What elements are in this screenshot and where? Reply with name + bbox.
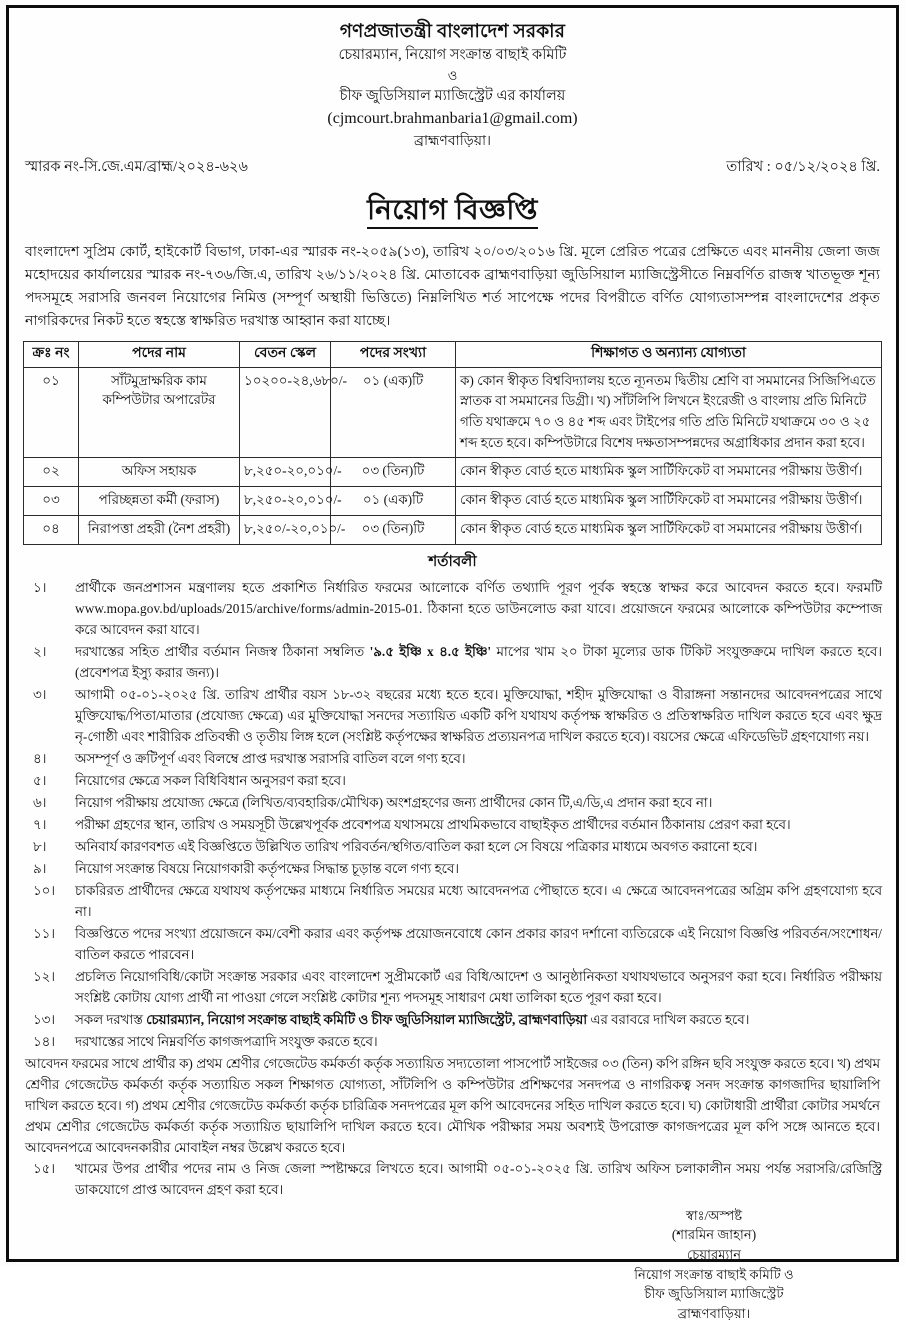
cell-post-name: নিরাপত্তা প্রহরী (নৈশ প্রহরী) [79,515,240,544]
conditions-list [23,577,882,1052]
page-title [23,188,882,235]
office-line: চীফ জুডিসিয়াল ম্যাজিস্ট্রেট এর কার্যালয় [339,87,566,104]
condition-text: অনিবার্য কারণবশত এই বিজ্ঞপ্তিতে উল্লিখিত তারিখ পরিবর্তন/স্থগিত/বাতিল করা হলে সে বিষয়ে পত্রিকার মাধ্যমে অবগত করানো হবে। [75,838,758,854]
cell-sl: ০১ [24,367,79,457]
condition-number: ৩। [33,686,47,702]
envelope-size: '৯.৫ ইঞ্চি x ৪.৫ ইঞ্চি' [369,643,492,659]
header-qualification: শিক্ষাগত ও অন্যান্য যোগ্যতা [456,342,882,367]
cell-sl: ০৪ [24,515,79,544]
condition-text: নিয়োগ পরীক্ষায় প্রযোজ্য ক্ষেত্রে (লিখিত/ব্যবহারিক/মৌখিক) অংশগ্রহণের জন্য প্রার্থীদের কোন টি,এ/ডি,এ প্রদান করা হবে না। [75,794,713,810]
submission-authority: চেয়ারম্যান, নিয়োগ সংক্রান্ত বাছাই কমিটি ও চীফ জুডিসিয়াল ম্যাজিস্ট্রেট, ব্রাহ্মণবাড়িয়া [146,1011,588,1027]
conditions-title: শর্তাবলী [428,553,477,570]
table-row [24,367,882,457]
office-email: (cjmcourt.brahmanbaria1@gmail.com) [327,110,578,128]
condition-text-after: এর বরাবরে দাখিল করতে হবে। [587,1011,750,1027]
condition-text-before: সকল দরখাস্ত [75,1011,147,1027]
cell-pay-scale: ১০২০০-২৪,৬৮০/- [240,367,331,457]
condition-text: নিয়োগের ক্ষেত্রে সকল বিধিবিধান অনুসরণ করা হবে। [75,772,346,788]
application-form-url: www.mopa.gov.bd/uploads/2015/archive/forms/admin-2015-01 [75,600,419,616]
memo-date: তারিখ : ০৫/১২/২০২৪ খ্রি. [726,159,880,176]
header-sl: ক্রঃ নং [24,342,79,367]
page-title-text: নিয়োগ বিজ্ঞপ্তি [367,195,538,229]
cell-sl: ০৩ [24,486,79,515]
condition-item [23,880,882,922]
signatory-office-line-3: ব্রাহ্মণবাড়িয়া। [677,1306,751,1322]
signatory-name: (শারমিন জাহান) [671,1227,757,1243]
cell-sl: ০২ [24,457,79,486]
condition-text-before: দরখাস্তের সহিত প্রার্থীর বর্তমান নিজস্ব ঠিকানা সম্বলিত [75,643,370,659]
condition-text-after: . ঠিকানা হতে ডাউনলোড করা যাবে। প্রয়োজনে ফরমের আলোকে কম্পিউটার কম্পোজ করে আবেদন করা যাবে। [75,600,882,637]
cell-pay-scale: ৮,২৫০-২০,০১০/- [240,457,331,486]
condition-number: ৮। [33,838,47,854]
condition-item [23,1158,882,1200]
condition-number: ২। [33,643,47,659]
condition-text: খামের উপর প্রার্থীর পদের নাম ও নিজ জেলা স্পষ্টাক্ষরে লিখতে হবে। আগামী ০৫-০১-২০২৫ খ্রি. তারিখ অফিস চলাকালীন সময় পর্যন্ত সরাসরি/রেজিস্ট্রি ডাকযোগে প্রাপ্ত আবেদন গ্রহণ করা হবে। [75,1160,882,1197]
committee-line: চেয়ারম্যান, নিয়োগ সংক্রান্ত বাছাই কমিটি [338,46,567,63]
condition-item [23,966,882,1008]
posts-table-head [24,342,882,367]
government-title: গণপ্রজাতন্ত্রী বাংলাদেশ সরকার [339,22,566,42]
condition-text: দরখাস্তের সাথে নিম্নবর্ণিত কাগজপত্রাদি সংযুক্ত করতে হবে। [75,1033,378,1049]
signatory-office-line-1: নিয়োগ সংক্রান্ত বাছাই কমিটি ও [634,1266,794,1282]
condition-number: ৫। [33,772,47,788]
condition-number: ৪। [33,750,47,766]
cell-post-count: ০৩ (তিন)টি [331,515,456,544]
cell-post-count: ০১ (এক)টি [331,367,456,457]
memo-number: স্মারক নং-সি.জে.এম/ব্রাহ্ম/২০২৪-৬২৬ [25,159,248,176]
condition-item [23,858,882,879]
cell-post-name: পরিচ্ছন্নতা কর্মী (ফরাস) [79,486,240,515]
condition-text-before: প্রার্থীকে জনপ্রশাসন মন্ত্রণালয় হতে প্রকাশিত নির্ধারিত ফরমের আলোকে বর্ণিত তথ্যাদি পূরণ পূর্বক স্বহস্তে স্বাক্ষর করে আবেদন করতে হবে। ফরমটি [75,579,882,595]
table-row [24,486,882,515]
condition-text [75,1009,882,1030]
condition-number: ৯। [33,860,47,876]
condition-item [23,770,882,791]
condition-item [23,836,882,857]
memo-row [23,156,882,180]
condition-number: ১৪। [33,1033,56,1049]
conjunction-line: ও [447,67,458,83]
header-post-count: পদের সংখ্যা [331,342,456,367]
condition-item [23,748,882,769]
cell-qualification: কোন স্বীকৃত বোর্ড হতে মাধ্যমিক স্কুল সার্টিফিকেট বা সমমানের পরীক্ষায় উত্তীর্ণ। [456,515,882,544]
condition-item [23,923,882,965]
office-district: ব্রাহ্মণবাড়িয়া। [413,134,492,150]
posts-table [23,341,882,544]
signatory-designation: চেয়ারম্যান [686,1246,742,1262]
signature-block [564,1206,864,1324]
condition-number: ৬। [33,794,47,810]
condition-number: ১৫। [33,1160,56,1176]
header-post-name: পদের নাম [79,342,240,367]
header-pay-scale: বেতন স্কেল [240,342,331,367]
notice-sheet [6,5,899,1322]
cell-qualification: কোন স্বীকৃত বোর্ড হতে মাধ্যমিক স্কুল সার্টিফিকেট বা সমমানের পরীক্ষায় উত্তীর্ণ। [456,457,882,486]
condition-text-after: মাপের খাম ২০ টাকা মূল্যের ডাক টিকিট সংযুক্তক্রমে দাখিল করতে হবে। (প্রবেশপত্র ইস্যু করার জন্য)। [75,643,882,680]
condition-text: বিজ্ঞপ্তিতে পদের সংখ্যা প্রয়োজনে কম/বেশী করার এবং কর্তৃপক্ষ প্রয়োজনবোধে কোন প্রকার কারণ দর্শানো ব্যতিরেকে এই নিয়োগ বিজ্ঞপ্তি পরিবর্তন/সংশোধন/বাতিল করতে পারবেন। [75,925,882,962]
cell-qualification: ক) কোন স্বীকৃত বিশ্ববিদ্যালয় হতে ন্যূনতম দ্বিতীয় শ্রেণি বা সমমানের সিজিপিএতে স্নাতক বা সমমানের ডিগ্রী। খ) সাঁটলিপি লিখনে ইংরেজী ও বাংলায় প্রতি মিনিটে গতি যথাক্রমে ৭০ ও ৪৫ শব্দ এবং টাইপের গতি প্রতি মিনিটে যথাক্রমে ৩০ ও ২৫ শব্দ হতে হবে। কম্পিউটারে বিশেষ দক্ষতাসম্পন্নদের অগ্রাধিকার প্রদান করা হবে। [456,367,882,457]
condition-text [75,641,882,683]
condition-number: ১। [33,579,47,595]
condition-item [23,577,882,640]
condition-text [75,577,882,640]
cell-qualification: কোন স্বীকৃত বোর্ড হতে মাধ্যমিক স্কুল সার্টিফিকেট বা সমমানের পরীক্ষায় উত্তীর্ণ। [456,486,882,515]
condition-number: ১১। [33,925,56,941]
cell-post-name: অফিস সহায়ক [79,457,240,486]
cell-pay-scale: ৮,২৫০-২০,০১০/- [240,486,331,515]
condition-item [23,684,882,747]
table-header-row [24,342,882,367]
condition-number: ১০। [33,882,56,898]
condition-number: ৭। [33,816,47,832]
condition-item [23,814,882,835]
condition-number: ১২। [33,968,56,984]
final-conditions-list [23,1158,882,1200]
condition-text: চাকরিরত প্রার্থীদের ক্ষেত্রে যথাযথ কর্তৃপক্ষের মাধ্যমে নির্ধারিত সময়ের মধ্যে আবেদনপত্র পৌছাতে হবে। এ ক্ষেত্রে আবেদনপত্রের অগ্রিম কপি গ্রহণযোগ্য হবে না। [75,882,882,919]
posts-table-body [24,367,882,544]
document-header [23,20,882,152]
condition-text: প্রচলিত নিয়োগবিধি/কোটা সংক্রান্ত সরকার এবং বাংলাদেশ সুপ্রীমকোর্ট এর বিধি/আদেশ ও আনুষ্ঠানিকতা যথাযথভাবে অনুসরণ করা হবে। নির্ধারিত পরীক্ষায় সংশ্লিষ্ট কোটায় যোগ্য প্রার্থী না পাওয়া গেলে সংশ্লিষ্ট কোটার শূন্য পদসমূহ সাধারণ মেধা তালিকা হতে পূরণ করা হবে। [75,968,882,1005]
condition-item [23,792,882,813]
cell-post-name: সাঁটমুদ্রাক্ষরিক কাম কম্পিউটার অপারেটর [79,367,240,457]
condition-item [23,641,882,683]
signatory-office-line-2: চীফ জুডিসিয়াল ম্যাজিস্ট্রেট [644,1286,784,1302]
condition-text: অসম্পূর্ণ ও ক্রটিপূর্ণ এবং বিলম্বে প্রাপ্ত দরখাস্ত সরাসরি বাতিল বলে গণ্য হবে। [75,750,466,766]
condition-text: পরীক্ষা গ্রহণের স্থান, তারিখ ও সময়সূচী উল্লেখপূর্বক প্রবেশপত্র যথাসময়ে প্রাথমিকভাবে বাছাইকৃত প্রার্থীদের বর্তমান ঠিকানায় প্রেরণ করা হবে। [75,816,791,832]
condition-item [23,1031,882,1052]
condition-item [23,1009,882,1030]
condition-number: ১৩। [33,1011,56,1027]
attachments-paragraph: আবেদন ফরমের সাথে প্রার্থীর ক) প্রথম শ্রেণীর গেজেটেড কর্মকর্তা কর্তৃক সত্যায়িত সদ্যতোলা পাসপোর্ট সাইজের ০৩ (তিন) কপি রঙ্গিন ছবি সংযুক্ত করতে হবে। খ) প্রথম শ্রেণীর গেজেটেড কর্মকর্তা কর্তৃক সত্যায়িত সকল শিক্ষাগত যোগ্যতা, সাঁটলিপি ও কম্পিউটার প্রশিক্ষণের সনদপত্র ও নাগরিকত্ব সনদ সংক্রান্ত কাগজাদির ছায়ালিপি দাখিল করতে হবে। গ) প্রথম শ্রেণীর গেজেটেড কর্মকর্তা কর্তৃক চারিত্রিক সনদপত্রের মূল কপি আবেদনের সহিত দাখিল করতে হবে। ঘ) কোটাধারী প্রার্থীরা কোটার সমর্থনে প্রথম শ্রেণীর গেজেটেড কর্মকর্তা কর্তৃক সত্যায়িত ছায়ালিপি দাখিল করতে হবে। মৌখিক পরীক্ষার সময় অবশ্যই উপরোক্ত কাগজপত্রের মূল কপি সঙ্গে আনতে হবে। আবেদনপত্রে আবেদনকারীর মোবাইল নম্বর উল্লেখ করতে হবে। [25,1055,880,1155]
intro-paragraph: বাংলাদেশ সুপ্রিম কোর্ট, হাইকোর্ট বিভাগ, ঢাকা-এর স্মারক নং-২০৫৯(১৩), তারিখ ২০/০৩/২০১৬ খ্রি. মূলে প্রেরিত পত্রের প্রেক্ষিতে এবং মাননীয় জেলা জজ মহোদয়ের কার্যালয়ের স্মারক নং-৭৩৬/জি.এ, তারিখ ২৬/১১/২০২৪ খ্রি. মোতাবেক ব্রাহ্মণবাড়িয়া জুডিসিয়াল ম্যাজিস্ট্রেসীতে নিম্নবর্ণিত রাজস্ব খাতভূক্ত শূন্য পদসমূহে সরাসরি জনবল নিয়োগের নিমিত্ত (সম্পূর্ণ অস্থায়ী ভিত্তিতে) নিম্নলিখিত শর্ত সাপেক্ষে পদের বিপরীতে বর্ণিত যোগ্যতাসম্পন্ন বাংলাদেশের প্রকৃত নাগরিকদের নিকট হতে স্বহস্তে স্বাক্ষরিত দরখাস্ত আহ্বান করা যাচ্ছে। [25,244,880,330]
cell-post-count: ০১ (এক)টি [331,486,456,515]
signature-mark: স্বাঃ/অস্পষ্ট [685,1207,743,1223]
cell-pay-scale: ৮,২৫০/-২০,০১০/- [240,515,331,544]
table-row [24,457,882,486]
cell-post-count: ০৩ (তিন)টি [331,457,456,486]
condition-text: নিয়োগ সংক্রান্ত বিষয়ে নিয়োগকারী কর্তৃপক্ষের সিদ্ধান্ত চূড়ান্ত বলে গণ্য হবে। [75,860,460,876]
table-row [24,515,882,544]
condition-text: আগামী ০৫-০১-২০২৫ খ্রি. তারিখ প্রার্থীর বয়স ১৮-৩২ বছরের মধ্যে হতে হবে। মুক্তিযোদ্ধা, শহীদ মুক্তিযোদ্ধা ও বীরাঙ্গনা সন্তানদের আবেদনপত্রের সাথে মুক্তিযোদ্ধ/পিতা/মাতার (প্রযোজ্য ক্ষেত্রে) এর মুক্তিযোদ্ধা সনদের সত্যায়িত একটি কপি যথাযথ কর্তৃপক্ষ স্বাক্ষরিত ও প্রতিস্বাক্ষরিত দাখিল করতে হবে এবং ক্ষুদ্র নৃ-গোষ্ঠী এবং শারীরিক প্রতিবন্ধী ও তৃতীয় লিঙ্গ হলে (সংশ্লিষ্ট কর্তৃপক্ষের স্বাক্ষরিত প্রত্যয়নপত্র দাখিল করতে হবে)। বয়সের ক্ষেত্রে এফিডেভিট গ্রহণযোগ্য নয়। [75,686,882,744]
